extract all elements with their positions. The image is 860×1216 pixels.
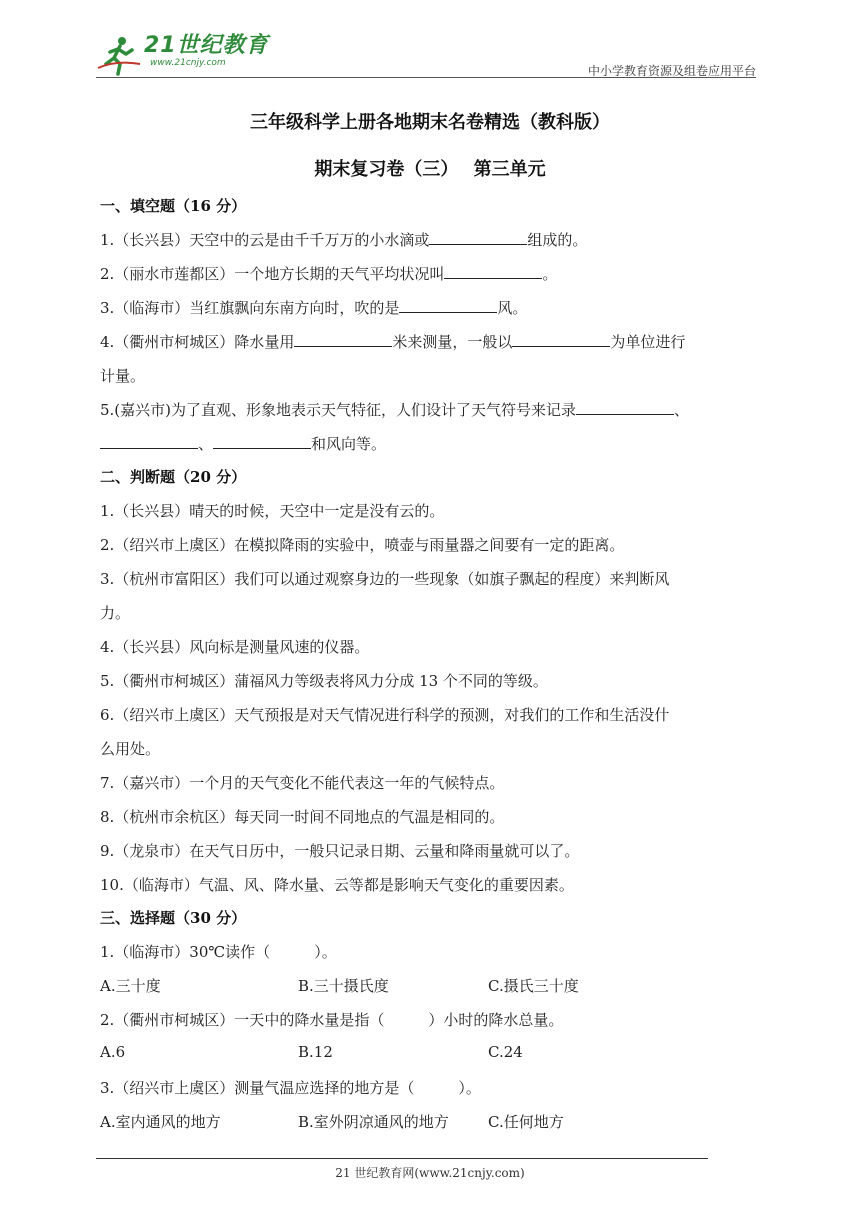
section-heading-true-false: 二、判断题（20 分） [100,468,247,486]
question-tf-9: 9.（龙泉市）在天气日历中，一般只记录日期、云量和降雨量就可以了。 [100,842,580,860]
question-mc-2 [100,1009,563,1030]
section-heading-multiple-choice: 三、选择题（30 分） [100,909,247,927]
question-text: 组成的。 [527,231,588,249]
question-text: 3.（绍兴市上虞区）测量气温应选择的地方是（ [100,1079,415,1097]
question-fill-2 [100,263,557,284]
option-c: C.任何地方 [488,1113,564,1131]
section-heading-fill-blank: 一、填空题（16 分） [100,197,247,215]
question-text: 。 [542,265,558,283]
question-text: 和风向等。 [311,435,387,453]
question-text: 4.（衢州市柯城区）降水量用 [100,333,295,351]
question-tf-8: 8.（杭州市余杭区）每天同一时间不同地点的气温是相同的。 [100,808,505,826]
option-b: B.室外阴凉通风的地方 [298,1113,449,1131]
question-fill-1 [100,229,587,250]
question-mc-3 [100,1077,481,1098]
answer-blank [444,264,542,279]
question-text: 风。 [497,299,528,317]
question-fill-3 [100,297,527,318]
question-text: 1.（临海市）30℃读作（ [100,943,271,961]
question-text: ）。 [314,943,337,961]
question-text: 米来测量，一般以 [392,333,513,351]
answer-blank [100,434,198,449]
question-tf-4: 4.（长兴县）风向标是测量风速的仪器。 [100,638,370,656]
question-text: 、 [198,435,214,453]
page-header [96,30,756,78]
question-text: ）小时的降水总量。 [428,1011,564,1029]
logo-text: 21世纪教育 [144,33,269,58]
option-c: C.24 [488,1043,523,1061]
option-c: C.摄氏三十度 [488,977,579,995]
option-b: B.12 [298,1043,333,1061]
answer-blank [213,434,311,449]
question-text: 5.(嘉兴市)为了直观、形象地表示天气特征，人们设计了天气符号来记录 [100,401,577,419]
logo-url: www.21cnjy.com [150,58,226,68]
site-logo [96,34,269,76]
page-subtitle: 期末复习卷（三） 第三单元 [314,159,546,180]
question-text: 2.（衢州市柯城区）一天中的降水量是指（ [100,1011,385,1029]
question-tf-1: 1.（长兴县）晴天的时候，天空中一定是没有云的。 [100,502,445,520]
question-tf-3: 3.（杭州市富阳区）我们可以通过观察身边的一些现象（如旗子飘起的程度）来判断风 [100,570,670,588]
question-tf-2: 2.（绍兴市上虞区）在模拟降雨的实验中，喷壶与雨量器之间要有一定的距离。 [100,536,625,554]
question-mc-1 [100,941,337,962]
answer-blank [399,298,497,313]
question-tf-7: 7.（嘉兴市）一个月的天气变化不能代表这一年的气候特点。 [100,774,505,792]
question-text: 2.（丽水市莲都区）一个地方长期的天气平均状况叫 [100,265,445,283]
question-fill-5-cont [100,433,386,454]
answer-blank [512,332,610,347]
answer-blank [294,332,392,347]
option-a: A.三十度 [100,977,161,995]
question-text: 为单位进行 [610,333,686,351]
answer-blank [429,230,527,245]
question-text: 、 [674,401,690,419]
header-divider [96,77,756,78]
question-text: 3.（临海市）当红旗飘向东南方向时，吹的是 [100,299,400,317]
question-text: ）。 [458,1079,481,1097]
question-tf-6: 6.（绍兴市上虞区）天气预报是对天气情况进行科学的预测，对我们的工作和生活没什 [100,706,670,724]
runner-logo-icon [96,34,142,76]
question-tf-10: 10.（临海市）气温、风、降水量、云等都是影响天气变化的重要因素。 [100,876,574,894]
footer-divider [96,1158,708,1159]
option-b: B.三十摄氏度 [298,977,389,995]
question-text: 1.（长兴县）天空中的云是由千千万万的小水滴或 [100,231,430,249]
question-fill-5 [100,399,689,420]
option-a: A.6 [100,1043,126,1061]
header-tagline: 中小学教育资源及组卷应用平台 [587,64,756,78]
question-tf-6-cont: 么用处。 [100,740,161,758]
question-fill-4-cont: 计量。 [100,367,146,385]
page-footer: 21 世纪教育网(www.21cnjy.com) [335,1166,525,1180]
question-tf-3-cont: 力。 [100,604,131,622]
question-fill-4 [100,331,685,352]
answer-blank [576,400,674,415]
page-title: 三年级科学上册各地期末名卷精选（教科版） [250,112,610,133]
option-a: A.室内通风的地方 [100,1113,221,1131]
question-tf-5: 5.（衢州市柯城区）蒲福风力等级表将风力分成 13 个不同的等级。 [100,672,548,690]
